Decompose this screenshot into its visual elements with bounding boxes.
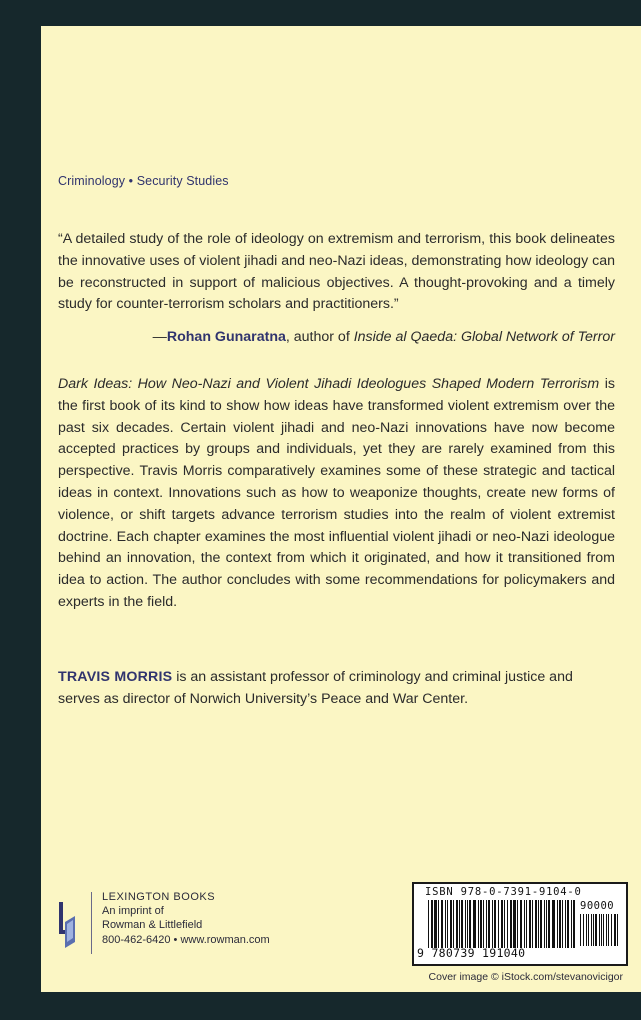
barcode-bar bbox=[529, 900, 531, 948]
barcode-bar bbox=[513, 900, 516, 948]
supplemental-barcode-bars bbox=[580, 914, 620, 946]
barcode-digits: 9 780739 191040 bbox=[417, 946, 526, 960]
barcode-bar bbox=[588, 914, 589, 946]
attribution-dash: — bbox=[152, 329, 167, 345]
barcode-bars bbox=[428, 900, 576, 948]
barcode-bar bbox=[447, 900, 448, 948]
barcode-bar bbox=[611, 914, 612, 946]
barcode-bar bbox=[583, 914, 584, 946]
barcode-bar bbox=[586, 914, 587, 946]
barcode-bar bbox=[524, 900, 525, 948]
endorser-book-title: Inside al Qaeda: Global Network of Terror bbox=[353, 329, 615, 345]
barcode-bar bbox=[532, 900, 533, 948]
barcode-bar bbox=[565, 900, 566, 948]
barcode-bar bbox=[614, 914, 616, 946]
barcode-bar bbox=[538, 900, 539, 948]
author-bio bbox=[58, 667, 615, 711]
barcode-bar bbox=[507, 900, 508, 948]
barcode-bar bbox=[601, 914, 602, 946]
publisher-contact: 800-462-6420 • www.rowman.com bbox=[102, 933, 270, 946]
barcode-bar bbox=[492, 900, 493, 948]
publisher-name: LEXINGTON BOOKS bbox=[102, 891, 216, 903]
barcode-bar bbox=[552, 900, 555, 948]
barcode-bar bbox=[567, 900, 569, 948]
barcode-bar bbox=[599, 914, 600, 946]
barcode-bar bbox=[494, 900, 496, 948]
publisher-imprint-line: An imprint of bbox=[102, 905, 164, 918]
publisher-parent: Rowman & Littlefield bbox=[102, 919, 203, 932]
subject-category: Criminology • Security Studies bbox=[58, 174, 229, 188]
barcode-bar bbox=[441, 900, 443, 948]
barcode-bar bbox=[473, 900, 476, 948]
barcode-bar bbox=[593, 914, 594, 946]
isbn-barcode bbox=[412, 882, 628, 966]
barcode-bar bbox=[465, 900, 466, 948]
barcode-bar bbox=[571, 900, 572, 948]
barcode-bar bbox=[469, 900, 471, 948]
barcode-bar bbox=[540, 900, 542, 948]
barcode-bar bbox=[428, 900, 429, 948]
book-description bbox=[58, 374, 615, 614]
barcode-bar bbox=[488, 900, 490, 948]
barcode-bar bbox=[486, 900, 487, 948]
book-title: Dark Ideas: How Neo-Nazi and Violent Jihadi Ideologues Shaped Modern Terrorism bbox=[58, 376, 600, 392]
barcode-bar bbox=[546, 900, 547, 948]
endorsement-quote: “A detailed study of the role of ideology on extremism and terrorism, this book delineates the innovative uses of violent jihadi and neo-Nazi ideas, demonstrating how ideology can be reconstructed in support of malicious objectives. A thought-provoking and a timely study for counter-terrorism scholars and practitioners.” bbox=[58, 231, 615, 313]
barcode-bar bbox=[617, 914, 618, 946]
description-body: is the first book of its kind to show how ideas have transformed violent extremism over the past six decades. Certain violent jihadi and neo-Nazi innovations have now become accepted practices by groups and individuals, yet they are rarely examined from this perspective. Travis Morris comparatively examines some of these strategic and tactical ideas in context. Innovations such as how to weaponize thoughts, create new forms of violence, or shift targets advance terrorism studies into the realm of violent extremist doctrine. Each chapter examines the most influential violent jihadi or neo-Nazi ideologue behind an innovation, the context from which it originated, and how it transitioned from idea to action. The author concludes with some recommendations for policymakers and experts in the field. bbox=[58, 376, 615, 610]
barcode-bar bbox=[517, 900, 518, 948]
barcode-bar bbox=[557, 900, 558, 948]
endorser-role: , author of bbox=[285, 329, 354, 345]
barcode-bar bbox=[504, 900, 505, 948]
barcode-bar bbox=[608, 914, 609, 946]
barcode-bar bbox=[483, 900, 484, 948]
barcode-bar bbox=[520, 900, 522, 948]
barcode-bar bbox=[510, 900, 512, 948]
price-code: 90000 bbox=[580, 900, 615, 912]
barcode-bar bbox=[434, 900, 437, 948]
barcode-bar bbox=[573, 900, 575, 948]
barcode-bar bbox=[431, 900, 433, 948]
barcode-bar bbox=[480, 900, 482, 948]
barcode-bar bbox=[526, 900, 527, 948]
publisher-divider bbox=[91, 892, 92, 954]
back-cover bbox=[41, 26, 641, 992]
barcode-bar bbox=[562, 900, 563, 948]
barcode-bar bbox=[445, 900, 446, 948]
barcode-bar bbox=[580, 914, 581, 946]
publisher-block bbox=[57, 888, 287, 958]
barcode-bar bbox=[603, 914, 604, 946]
barcode-bar bbox=[591, 914, 592, 946]
barcode-bar bbox=[501, 900, 503, 948]
barcode-bar bbox=[478, 900, 479, 948]
cover-image-credit: Cover image © iStock.com/stevanovicigor bbox=[428, 971, 623, 983]
author-name: TRAVIS MORRIS bbox=[58, 669, 173, 685]
author-bio-text: is an assistant professor of criminology and criminal justice and serves as director of Norwich University’s Peace and War Center. bbox=[58, 669, 573, 707]
barcode-bar bbox=[544, 900, 545, 948]
barcode-bar bbox=[467, 900, 468, 948]
barcode-bar bbox=[606, 914, 607, 946]
endorser-name: Rohan Gunaratna bbox=[166, 329, 286, 345]
lexington-books-logo-icon bbox=[57, 898, 79, 948]
barcode-bar bbox=[438, 900, 439, 948]
endorsement-attribution bbox=[153, 326, 615, 348]
barcode-bar bbox=[498, 900, 499, 948]
barcode-bar bbox=[461, 900, 463, 948]
barcode-bar bbox=[450, 900, 452, 948]
publisher-text bbox=[102, 890, 270, 947]
barcode-bar bbox=[559, 900, 561, 948]
barcode-bar bbox=[456, 900, 458, 948]
barcode-bar bbox=[535, 900, 537, 948]
isbn-label: ISBN 978-0-7391-9104-0 bbox=[425, 886, 582, 898]
barcode-bar bbox=[548, 900, 550, 948]
barcode-bar bbox=[459, 900, 460, 948]
barcode-bar bbox=[595, 914, 597, 946]
barcode-bar bbox=[453, 900, 454, 948]
